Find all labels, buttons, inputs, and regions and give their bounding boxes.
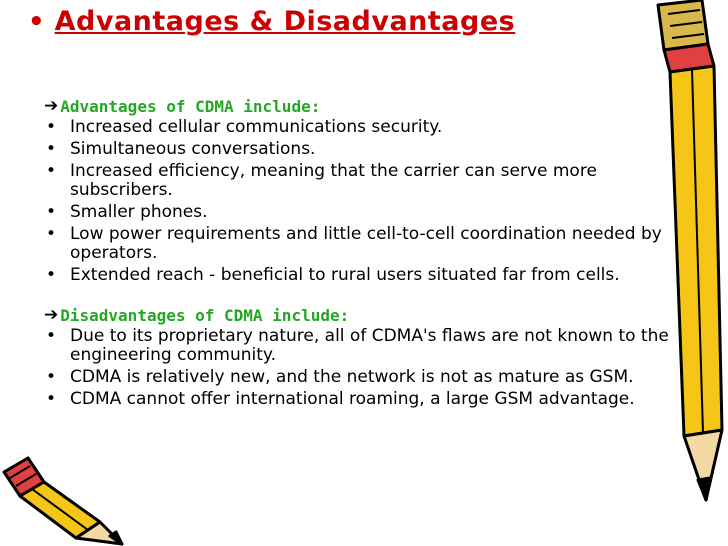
disadvantages-heading-text: Disadvantages of CDMA include: — [60, 305, 350, 325]
arrow-icon: ➔ — [44, 95, 59, 116]
disadvantages-heading — [44, 305, 684, 325]
list-item: • Simultaneous conversations. — [44, 140, 684, 159]
advantages-list — [44, 118, 684, 285]
list-item: • Increased efficiency, meaning that the carrier can serve more subscribers. — [44, 162, 684, 200]
list-item: • Low power requirements and little cell-to-cell coordination needed by operators. — [44, 225, 684, 263]
arrow-icon: ➔ — [44, 304, 59, 325]
list-item: • Due to its proprietary nature, all of CDMA's flaws are not known to the engineering community. — [44, 327, 684, 365]
advantages-heading-text: Advantages of CDMA include: — [60, 96, 321, 116]
slide-title: Advantages & Disadvantages — [54, 6, 516, 37]
advantages-heading — [44, 96, 684, 116]
title-bullet: • — [28, 7, 45, 37]
list-item: • Increased cellular communications security. — [44, 118, 684, 137]
list-item: • Extended reach - beneficial to rural users situated far from cells. — [44, 266, 684, 285]
slide-title-row — [28, 6, 515, 37]
disadvantages-list — [44, 327, 684, 409]
list-item: • CDMA is relatively new, and the network is not as mature as GSM. — [44, 368, 684, 387]
slide-content — [44, 96, 684, 412]
pencil-left-icon — [0, 452, 130, 546]
pencil-right-icon — [618, 0, 728, 546]
list-item: • CDMA cannot offer international roaming, a large GSM advantage. — [44, 390, 684, 409]
list-item: • Smaller phones. — [44, 203, 684, 222]
